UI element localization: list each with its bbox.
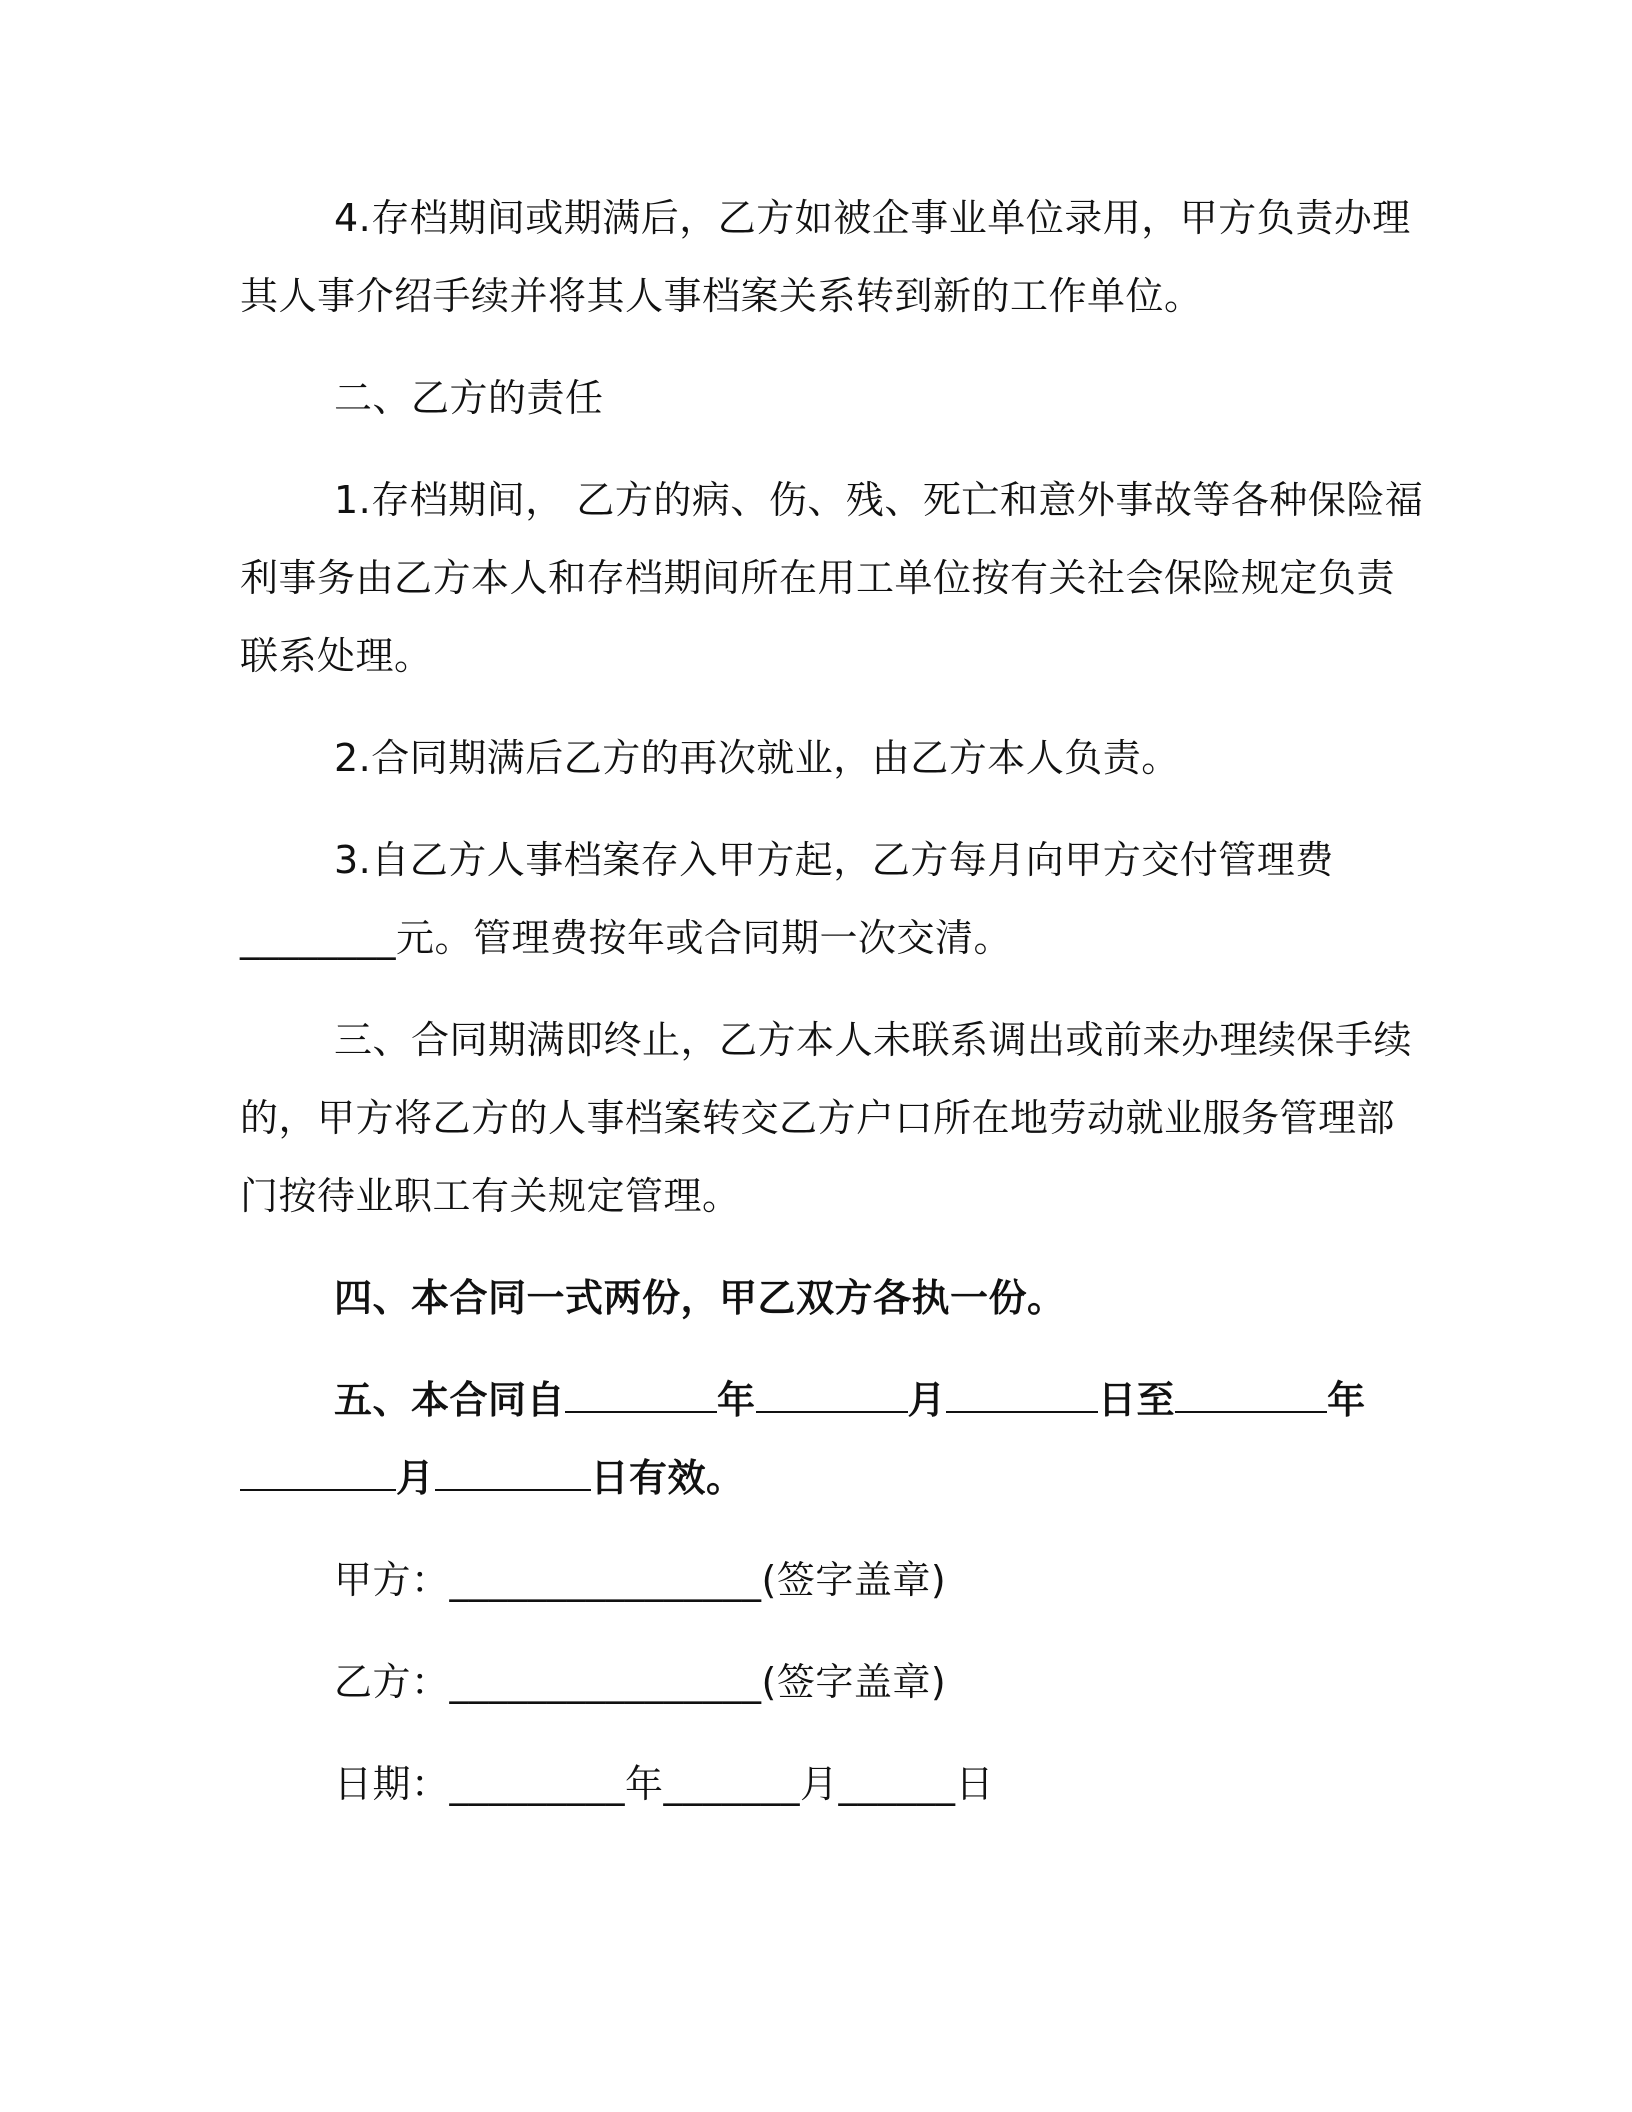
section-5-month-1: 月	[907, 1378, 947, 1422]
party-a-signature-line	[334, 1556, 946, 1604]
section-2-item-1-line-1: 1.存档期间， 乙方的病、伤、残、死亡和意外事故等各种保险福	[334, 478, 1424, 522]
date-year: 年	[625, 1762, 664, 1806]
section-5-month-2: 月	[396, 1456, 435, 1500]
blank-end-month	[240, 1455, 396, 1491]
party-b-signature-line	[334, 1658, 946, 1706]
paragraph-4-line-2: 其人事介绍手续并将其人事档案关系转到新的工作单位。	[240, 274, 1203, 318]
section-2-item-3-line-1: 3.自乙方人事档案存入甲方起，乙方每月向甲方交付管理费	[334, 838, 1334, 882]
section-3-line-2: 的，甲方将乙方的人事档案转交乙方户口所在地劳动就业服务管理部	[240, 1096, 1396, 1140]
paragraph-4-line-1: 4.存档期间或期满后，乙方如被企事业单位录用，甲方负责办理	[334, 196, 1411, 240]
section-4: 四、本合同一式两份，甲乙双方各执一份。	[334, 1276, 1066, 1320]
fee-text: 元。管理费按年或合同期一次交清。	[396, 916, 1013, 960]
section-5-line-2	[240, 1454, 745, 1502]
date-blank-month: _______	[663, 1762, 801, 1806]
section-2-item-1-line-3: 联系处理。	[240, 634, 433, 678]
section-5-line-1	[334, 1376, 1366, 1424]
fee-blank: ________	[240, 916, 396, 960]
date-line	[334, 1760, 994, 1808]
date-blank-year: _________	[449, 1762, 626, 1806]
blank-start-day	[946, 1377, 1098, 1413]
section-5-suffix: 日有效。	[590, 1456, 745, 1500]
party-b-note: (签字盖章)	[761, 1660, 947, 1704]
section-5-day-to: 日至	[1098, 1378, 1176, 1422]
section-2-item-3-line-2	[240, 914, 1012, 962]
blank-end-year	[1175, 1377, 1327, 1413]
section-3-line-3: 门按待业职工有关规定管理。	[240, 1174, 741, 1218]
date-blank-day: ______	[838, 1762, 956, 1806]
section-3-line-1: 三、合同期满即终止，乙方本人未联系调出或前来办理续保手续	[334, 1018, 1413, 1062]
section-2-item-2: 2.合同期满后乙方的再次就业，由乙方本人负责。	[334, 736, 1180, 780]
party-a-label: 甲方：	[334, 1558, 450, 1602]
section-2-heading: 二、乙方的责任	[334, 376, 604, 420]
section-5-prefix: 五、本合同自	[334, 1378, 566, 1422]
date-day: 日	[955, 1762, 995, 1806]
blank-end-day	[435, 1455, 591, 1491]
date-month: 月	[800, 1762, 839, 1806]
party-b-blank: ________________	[449, 1660, 762, 1704]
blank-start-year	[565, 1377, 717, 1413]
date-label: 日期：	[334, 1762, 450, 1806]
section-5-year-1: 年	[717, 1378, 756, 1422]
party-a-blank: ________________	[449, 1558, 762, 1602]
party-b-label: 乙方：	[334, 1660, 450, 1704]
party-a-note: (签字盖章)	[761, 1558, 947, 1602]
section-5-year-2: 年	[1327, 1378, 1366, 1422]
section-2-item-1-line-2: 利事务由乙方本人和存档期间所在用工单位按有关社会保险规定负责	[240, 556, 1396, 600]
blank-start-month	[756, 1377, 908, 1413]
